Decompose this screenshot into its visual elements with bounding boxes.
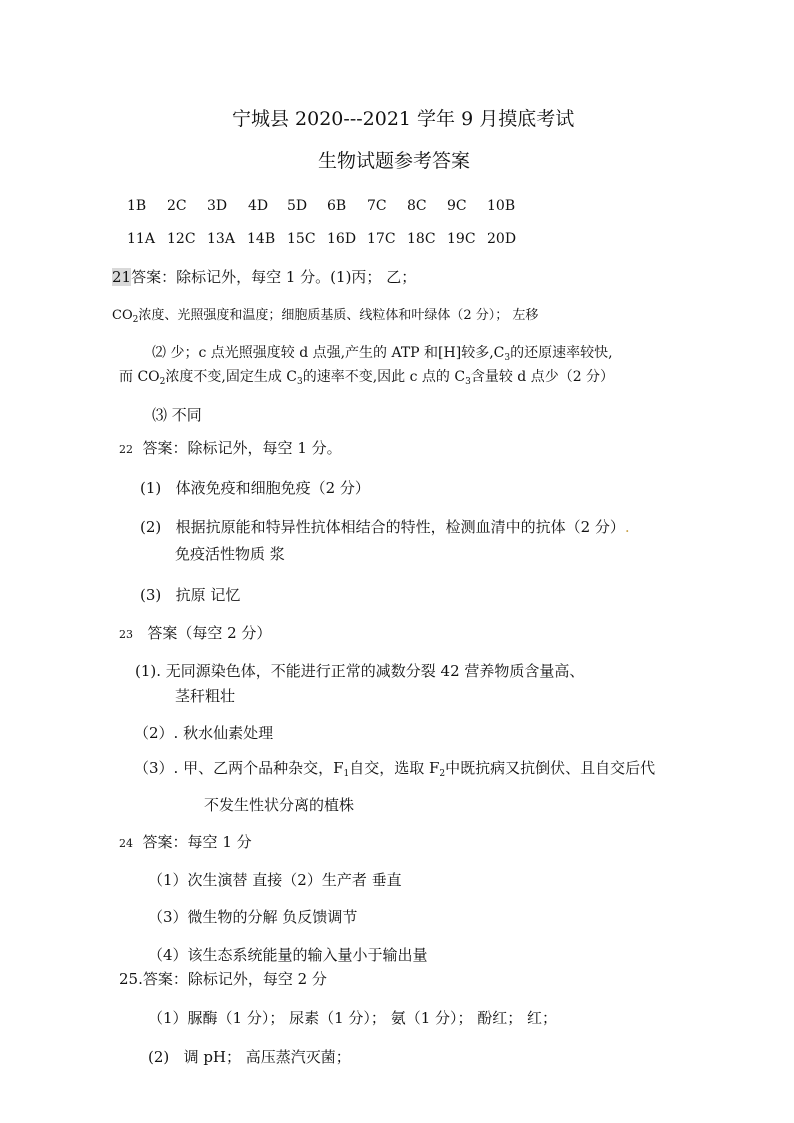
choice-answer: 16D [327,231,357,247]
subscript: 3 [297,377,303,387]
q25-answer-2 [148,1046,351,1067]
choice-answer: 17C [367,231,396,247]
q21-answer-line-1 [112,304,538,323]
choice-answer: 14B [247,231,276,247]
q25-answer-1: （1）脲酶（1 分）； 尿素（1 分）； 氨（1 分）； 酚红； 红； [148,1009,558,1027]
choice-answer: 13A [207,231,235,247]
q21-answer-text: 浓度、光照强度和温度；细胞质基质、线粒体和叶绿体（2 分）； 左移 [138,308,539,323]
q22-dot: . [624,518,630,536]
choice-answer: 15C [287,231,316,247]
choice-answer: 1B [127,198,147,214]
subscript: 3 [465,377,471,387]
q21-answer-text: 的还原速率较快, [510,345,613,361]
q21-answer-line-3 [119,366,614,386]
choice-answer: 9C [447,198,467,214]
choice-answer: 18C [407,231,436,247]
subscript: 3 [504,353,511,363]
q24-answer-2: （3）微生物的分解 负反馈调节 [148,908,358,926]
choice-answer: 3D [207,198,228,214]
q23-number: 23 [119,628,133,641]
q21-answer-text: 含量较 d 点少（2 分） [470,369,615,385]
choice-answer: 8C [407,198,427,214]
subscript: 2 [159,377,166,387]
q21-header [112,266,416,287]
q23-answer-1b: 茎秆粗壮 [175,687,236,705]
q23-answer-3b: 不发生性状分离的植株 [204,796,355,814]
q22-item-number: (3) [140,586,162,604]
q22-answer-2b: 免疫活性物质 浆 [175,545,285,563]
q24-header-text: 答案：每空 1 分 [142,833,252,851]
page-title: 宁城县 2020---2021 学年 9 月摸底考试 [232,108,575,130]
q21-co2-text: CO [112,308,133,323]
choice-answer: 11A [127,231,155,247]
q23-answer-1: (1). 无同源染色体，不能进行正常的减数分裂 42 营养物质含量高、 [135,662,585,680]
q22-item-number: (2) [140,518,162,536]
q23-answer-text: 中既抗病又抗倒伏、且自交后代 [445,759,656,777]
q24-answer-1: （1）次生演替 直接（2）生产者 垂直 [148,871,402,889]
q22-answer-1 [140,477,370,498]
q23-answer-text: 自交，选取 F [349,759,440,777]
subscript: 1 [343,769,350,779]
choice-answer: 2C [167,198,187,214]
q25-answer-text: 调 pH； 高压蒸汽灭菌； [183,1048,351,1066]
choice-answer: 12C [167,231,196,247]
subscript: 2 [439,769,446,779]
q22-answer-text: 体液免疫和细胞免疫（2 分） [175,479,370,497]
q21-answer-text: 的速率不变,因此 c 点的 C [302,369,466,385]
page-subtitle: 生物试题参考答案 [318,150,471,172]
choice-answer: 4D [248,198,269,214]
q22-answer-text: 抗原 记忆 [175,586,241,604]
q22-header [119,437,342,458]
q22-item-number: (1) [140,479,162,497]
choice-answer: 19C [447,231,476,247]
q22-header-text: 答案：除标记外，每空 1 分。 [142,439,342,457]
q21-number: 21 [112,268,132,286]
q23-answer-text: （3）. 甲、乙两个品种杂交，F [134,759,344,777]
q22-answer-text: 根据抗原能和特异性抗体相结合的特性，检测血清中的抗体（2 分） [175,518,625,536]
q24-header [119,831,252,852]
q22-answer-3 [140,584,240,605]
q21-answer-text: ⑵ 少；c 点光照强度较 d 点强,产生的 ATP 和[H]较多,C [152,345,505,361]
choice-answer: 20D [487,231,517,247]
q21-answer-line-4: ⑶ 不同 [152,406,202,424]
q23-header [119,622,271,643]
q23-header-text: 答案（每空 2 分） [147,624,272,642]
q23-answer-2: （2）. 秋水仙素处理 [134,724,274,742]
q25-item-number: (2) [148,1048,170,1066]
q22-number: 22 [119,443,133,456]
q21-answer-line-2 [152,342,613,362]
choice-answer: 7C [367,198,387,214]
q21-answer-text: 浓度不变,固定生成 C [165,369,297,385]
choice-answer: 10B [487,198,516,214]
subscript: 2 [132,315,139,325]
q22-answer-2 [140,516,630,537]
choice-answer: 6B [327,198,347,214]
q21-answer-text: 而 CO [119,369,160,385]
q21-header-text: 答案：除标记外，每空 1 分。(1)丙； 乙； [131,268,417,286]
q24-answer-3: （4）该生态系统能量的输入量小于输出量 [148,946,428,964]
q25-header: 25.答案：除标记外，每空 2 分 [119,970,327,988]
choice-answer: 5D [287,198,308,214]
q24-number: 24 [119,837,133,850]
q23-answer-3 [134,757,655,778]
